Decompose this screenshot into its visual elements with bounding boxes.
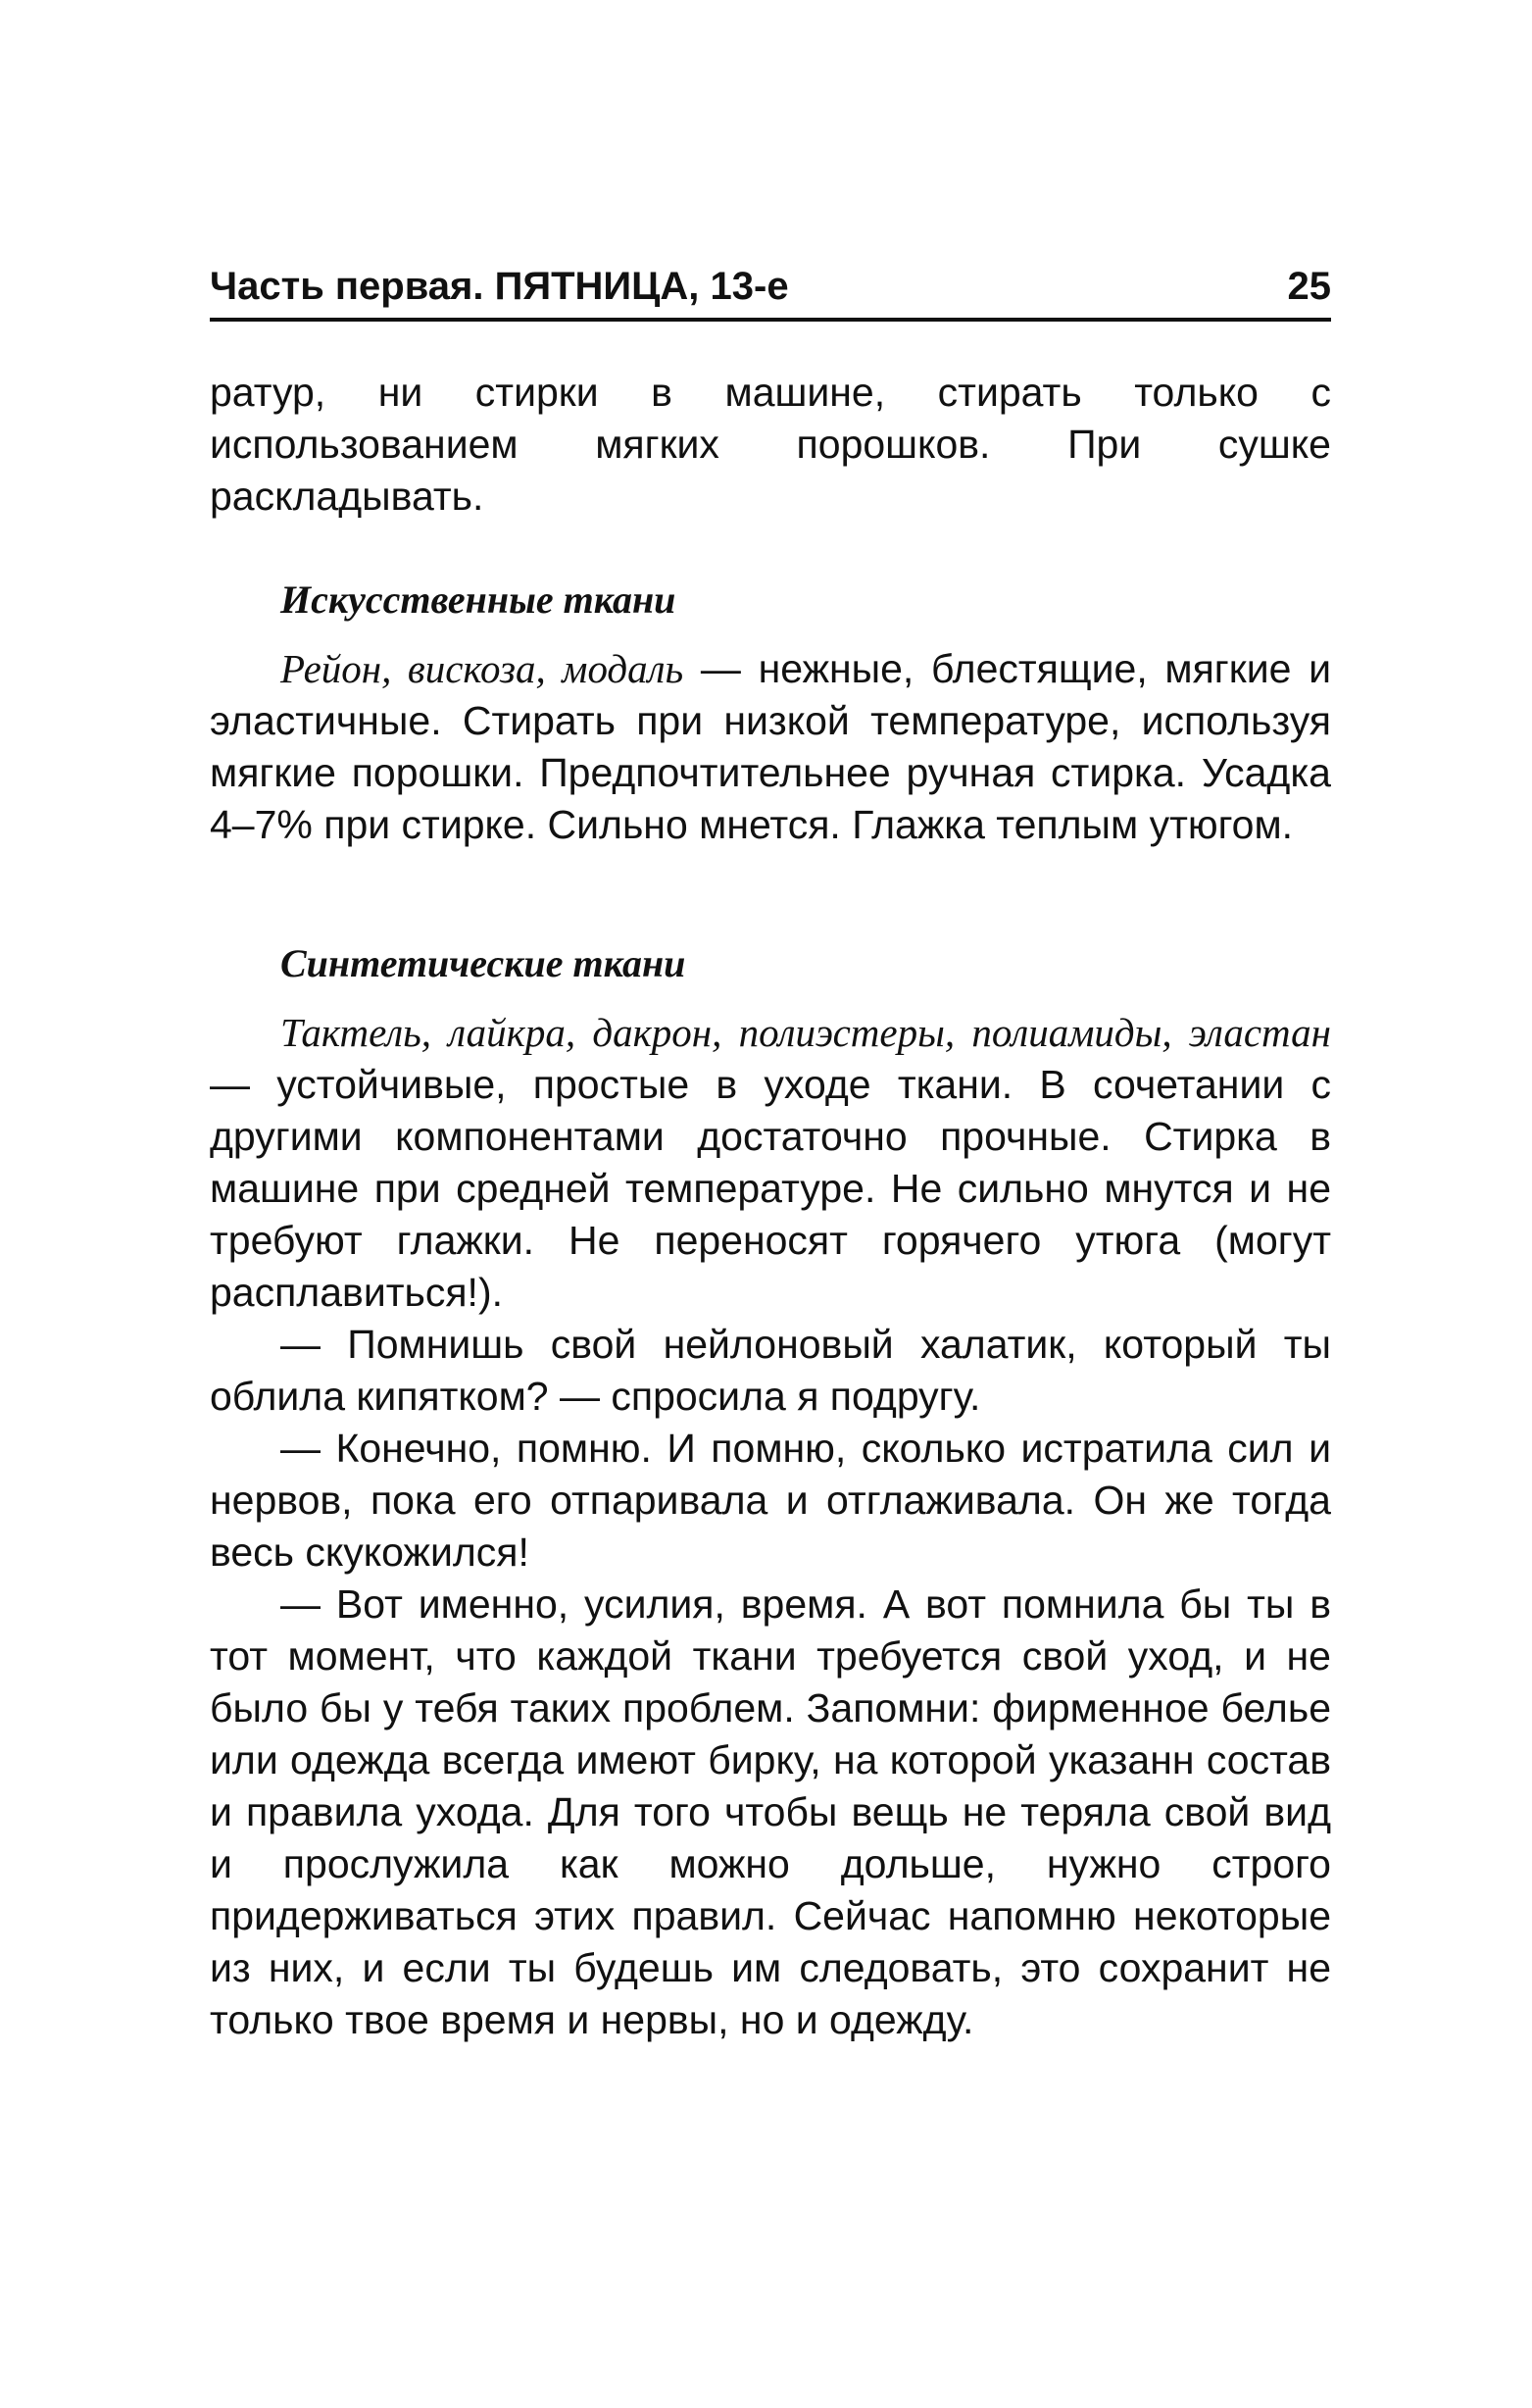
continuation-paragraph: ратур, ни стирки в машине, стирать только с использованием мягких порошков. При сушке раскладывать.: [210, 370, 1331, 519]
dialog-paragraph: — Конечно, помню. И помню, сколько истратила сил и нервов, пока его отпаривала и отглаживала. Он же тогда весь скукожился!: [210, 1426, 1331, 1575]
paragraph-synthetic-fabrics: [210, 1007, 1331, 1319]
fabric-terms: Тактель, лайкра, дакрон, полиэстеры, полиамиды, эластан: [280, 1010, 1331, 1055]
page-number: 25: [1287, 265, 1331, 308]
dialog-paragraph: — Помнишь свой нейлоновый халатик, который ты облила кипятком? — спросила я подругу.: [210, 1322, 1331, 1419]
running-header: [210, 257, 1331, 322]
paragraph-artificial-fabrics: [210, 643, 1331, 851]
paragraph-text: — устойчивые, простые в уходе ткани. В сочетании с другими компонентами достаточно прочные. Стирка в машине при средней температуре. Не сильно мнутся и не требуют глажки. Не переносят горячего утюга (могут расплавиться!).: [210, 1062, 1331, 1315]
section-heading-synthetic: Синтетические ткани: [280, 941, 686, 985]
chapter-title: Часть первая. ПЯТНИЦА, 13-е: [210, 265, 789, 308]
dialog-paragraph: — Вот именно, усилия, время. А вот помнила бы ты в тот момент, что каждой ткани требуется свой уход, и не было бы у тебя таких проблем. Запомни: фирменное белье или одежда всегда имеют бирку, на которой указанн состав и правила ухода. Для того чтобы вещь не теряла свой вид и прослужила как можно дольше, нужно строго придерживаться этих правил. Сейчас напомню некоторые из них, и если ты будешь им следовать, это сохранит не только твое время и нервы, но и одежду.: [210, 1581, 1331, 2042]
page-body: [210, 367, 1331, 2046]
paragraph-text: — нежные, блестящие, мягкие и эластичные. Стирать при низкой температуре, используя мягкие порошки. Предпочтительнее ручная стирка. Усадка 4–7% при стирке. Сильно мнется. Глажка теплым утюгом.: [210, 646, 1331, 847]
fabric-terms: Рейон, вискоза, модаль: [280, 646, 684, 691]
section-heading-artificial: Искусственные ткани: [280, 577, 676, 622]
